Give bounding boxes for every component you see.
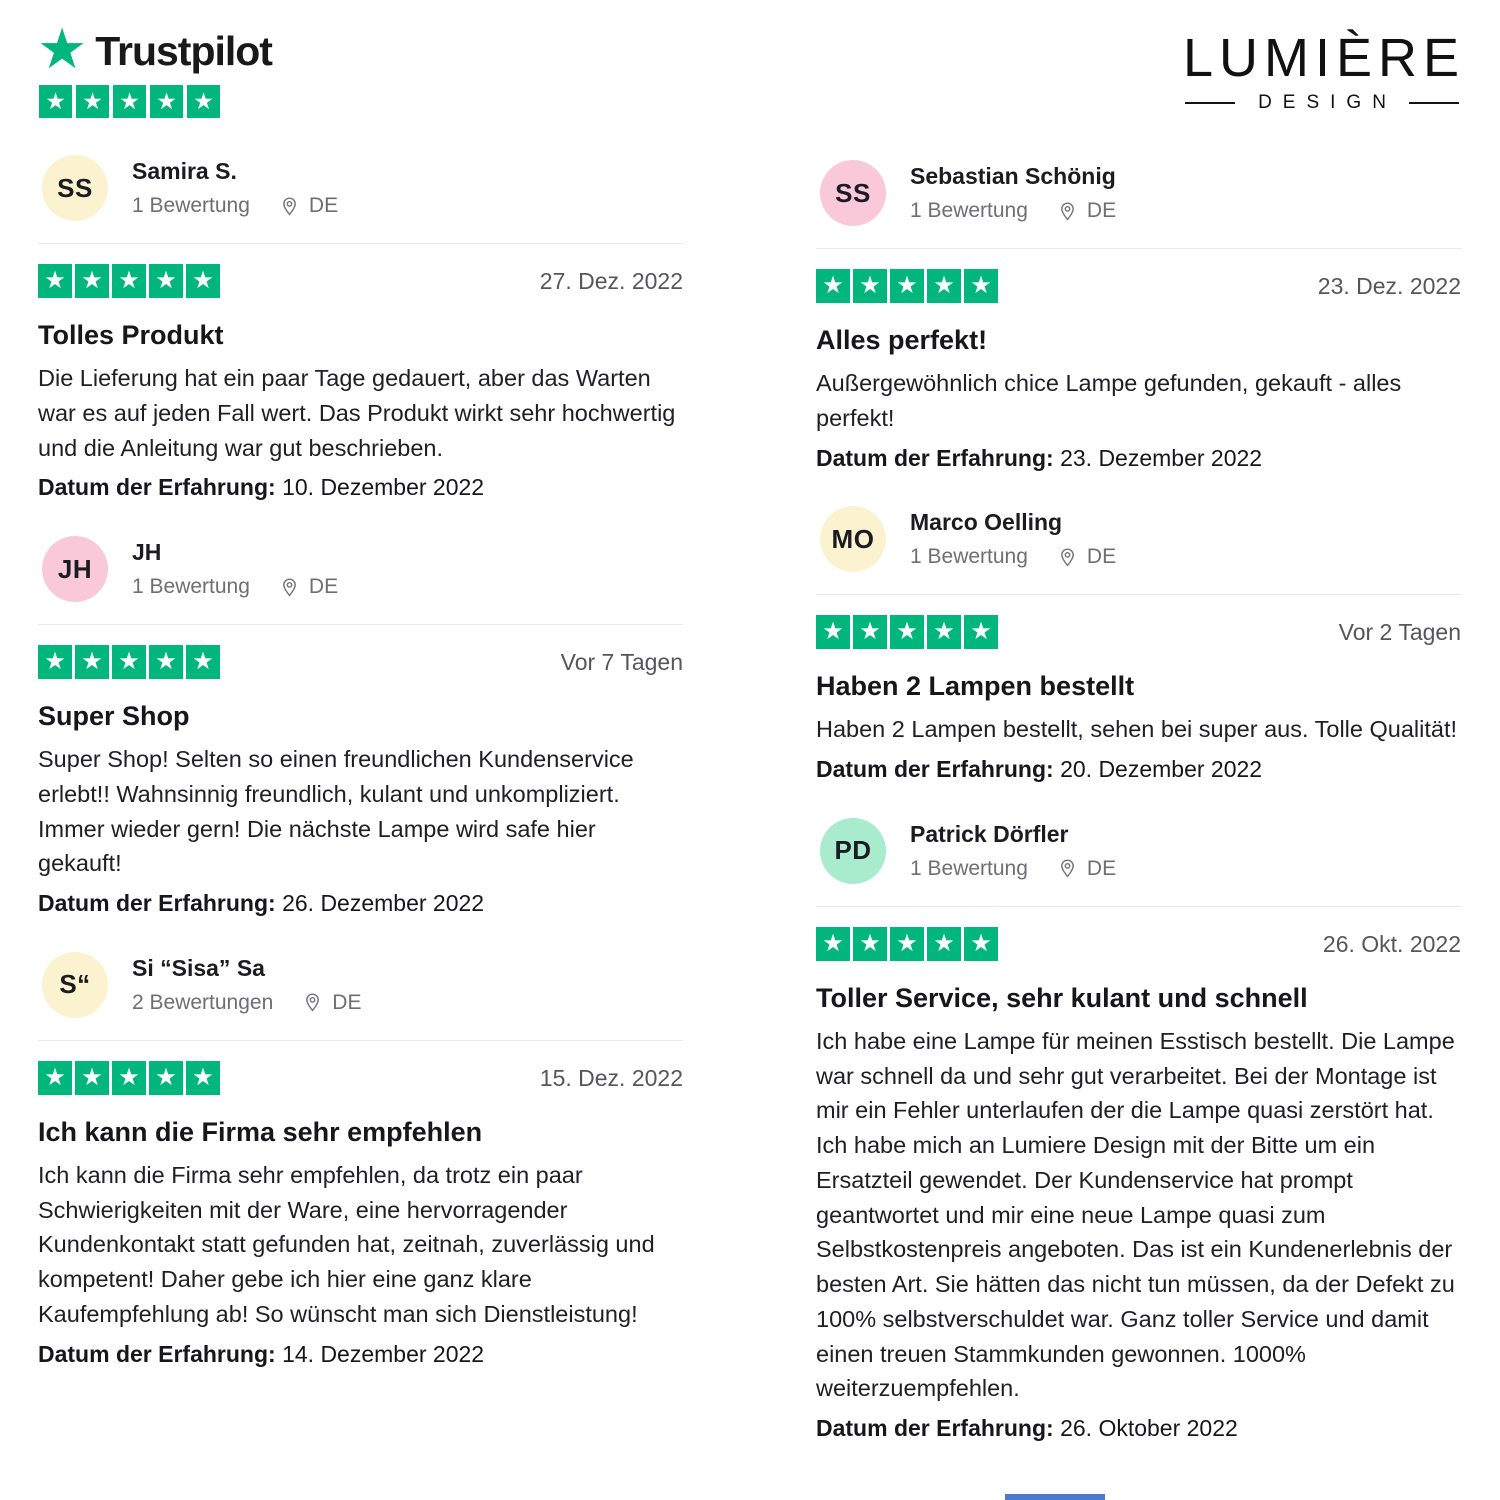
divider bbox=[38, 1040, 683, 1041]
reviewer-header bbox=[38, 155, 683, 221]
avatar bbox=[820, 160, 886, 226]
star-icon: ★ bbox=[38, 645, 72, 679]
experience-date-row bbox=[38, 473, 683, 502]
location-pin-icon bbox=[1057, 547, 1078, 568]
star-rating bbox=[38, 1061, 220, 1095]
review-count: 1 Bewertung bbox=[132, 194, 250, 217]
reviewer-name: Sebastian Schönig bbox=[910, 163, 1116, 189]
avatar-initials: SS bbox=[835, 177, 871, 208]
experience-date-value: 10. Dezember 2022 bbox=[282, 474, 485, 501]
review-date: 23. Dez. 2022 bbox=[1317, 273, 1461, 299]
review-body: Die Lieferung hat ein paar Tage gedauert, aber das Warten war es auf jeden Fall wert. Das Produkt wirkt sehr hochwertig und die Anleitung war gut beschrieben. bbox=[38, 365, 676, 461]
review-date: 15. Dez. 2022 bbox=[539, 1064, 683, 1091]
star-icon: ★ bbox=[75, 1061, 109, 1095]
experience-date-row bbox=[816, 1414, 1461, 1443]
avatar bbox=[820, 506, 886, 572]
review-title: Tolles Produkt bbox=[38, 320, 224, 350]
star-icon: ★ bbox=[816, 269, 850, 303]
avatar-initials: SS bbox=[57, 172, 93, 203]
divider bbox=[38, 624, 683, 625]
star-icon: ★ bbox=[112, 264, 146, 298]
divider bbox=[816, 906, 1461, 907]
experience-date-value: 26. Dezember 2022 bbox=[282, 890, 485, 917]
star-rating bbox=[816, 615, 998, 649]
trustpilot-star-rating bbox=[39, 85, 272, 118]
reviewer-country: DE bbox=[1086, 199, 1117, 222]
divider bbox=[816, 594, 1461, 595]
location-pin-icon bbox=[1057, 858, 1078, 879]
review-card bbox=[816, 160, 1461, 472]
star-icon: ★ bbox=[890, 615, 924, 649]
avatar-initials: S“ bbox=[59, 969, 91, 1000]
experience-date-value: 26. Oktober 2022 bbox=[1060, 1415, 1238, 1442]
review-count: 1 Bewertung bbox=[132, 575, 250, 599]
experience-date-value: 14. Dezember 2022 bbox=[282, 1340, 485, 1367]
brand-subtitle: DESIGN bbox=[1258, 91, 1397, 113]
reviewer-meta bbox=[132, 194, 338, 218]
avatar bbox=[42, 536, 108, 602]
reviews-column-left bbox=[38, 155, 683, 1402]
star-icon: ★ bbox=[853, 927, 887, 961]
brand-rule-left bbox=[1185, 102, 1235, 104]
experience-date-row bbox=[38, 889, 683, 918]
reviewer-header bbox=[816, 506, 1461, 572]
review-title: Haben 2 Lampen bestellt bbox=[816, 671, 1135, 702]
avatar-initials: PD bbox=[834, 835, 872, 866]
star-icon: ★ bbox=[76, 85, 109, 118]
review-title: Super Shop bbox=[38, 701, 190, 732]
reviewer-meta bbox=[910, 545, 1116, 569]
experience-date-value: 20. Dezember 2022 bbox=[1060, 756, 1263, 783]
star-icon: ★ bbox=[964, 615, 998, 649]
reviewer-header bbox=[816, 160, 1461, 226]
review-date: Vor 7 Tagen bbox=[560, 649, 683, 676]
experience-date-label: Datum der Erfahrung: bbox=[38, 890, 276, 917]
experience-date-label: Datum der Erfahrung: bbox=[38, 1340, 276, 1367]
star-icon: ★ bbox=[38, 264, 72, 298]
reviewer-meta bbox=[132, 991, 361, 1015]
star-icon: ★ bbox=[890, 927, 924, 961]
avatar bbox=[42, 155, 108, 221]
brand-name: LUMIÈRE bbox=[1183, 28, 1466, 88]
reviewer-meta bbox=[910, 857, 1116, 881]
experience-date-value: 23. Dezember 2022 bbox=[1060, 444, 1263, 471]
review-body: Ich kann die Firma sehr empfehlen, da trotz ein paar Schwierigkeiten mit der Ware, eine hervorragender Kundenkontakt statt gefunden hat, zeitnah, zuverlässig und kompetent! Daher gebe ich hier eine ganz klare Kaufempfehlung ab! So wünscht man sich Dienstleistung! bbox=[38, 1161, 655, 1327]
review-body: Ich habe eine Lampe für meinen Esstisch bestellt. Die Lampe war schnell da und sehr gut verarbeitet. Bei der Montage ist mir ein Fehler unterlaufen der die Lampe quasi zerstört hat. Ich habe mich an Lumiere Design mit der Bitte um ein Ersatzteil gewendet. Der Kundenservice hat prompt geantwortet und mir eine neue Lampe quasi zum Selbstkostenpreis angeboten. Das ist ein Kundenerlebnis der besten Art. Sie hätten das nicht tun müssen, da der Defekt zu 100% selbstverschuldet war. Ganz toller Service und damit einen treuen Stammkunden gewonnen. 1000% weiterzuempfehlen. bbox=[816, 1027, 1455, 1402]
reviewer-name: Samira S. bbox=[132, 158, 237, 184]
reviewer-meta bbox=[132, 575, 338, 599]
review-card bbox=[38, 536, 683, 918]
star-icon: ★ bbox=[187, 85, 220, 118]
brand-rule-right bbox=[1409, 102, 1459, 104]
location-pin-icon bbox=[279, 577, 300, 598]
reviewer-country: DE bbox=[1086, 545, 1117, 569]
star-rating bbox=[816, 269, 998, 303]
reviewer-header bbox=[816, 818, 1461, 884]
lumiere-design-logo bbox=[1183, 28, 1466, 114]
star-icon: ★ bbox=[816, 615, 850, 649]
experience-date-label: Datum der Erfahrung: bbox=[816, 756, 1054, 783]
review-body: Haben 2 Lampen bestellt, sehen bei super aus. Tolle Qualität! bbox=[816, 716, 1458, 743]
star-icon: ★ bbox=[186, 1061, 220, 1095]
reviewer-header bbox=[38, 952, 683, 1018]
review-card bbox=[38, 155, 683, 502]
star-icon: ★ bbox=[890, 269, 924, 303]
review-card bbox=[38, 952, 683, 1369]
review-count: 1 Bewertung bbox=[910, 199, 1028, 222]
review-card bbox=[816, 818, 1461, 1443]
star-rating bbox=[38, 264, 220, 298]
star-icon: ★ bbox=[149, 645, 183, 679]
review-date: 26. Okt. 2022 bbox=[1322, 930, 1461, 957]
star-icon: ★ bbox=[186, 645, 220, 679]
reviewer-country: DE bbox=[308, 575, 339, 599]
star-icon: ★ bbox=[112, 1061, 146, 1095]
reviewer-name: JH bbox=[132, 539, 162, 566]
avatar bbox=[820, 818, 886, 884]
reviewer-name: Marco Oelling bbox=[910, 509, 1063, 536]
star-icon: ★ bbox=[186, 264, 220, 298]
divider bbox=[38, 243, 683, 244]
star-icon: ★ bbox=[853, 615, 887, 649]
review-date: Vor 2 Tagen bbox=[1338, 619, 1461, 646]
trustpilot-logo bbox=[37, 17, 272, 118]
reviewer-meta bbox=[910, 199, 1116, 223]
trustpilot-star-icon: ★ bbox=[37, 17, 88, 80]
reviewer-country: DE bbox=[1086, 856, 1117, 880]
star-icon: ★ bbox=[816, 927, 850, 961]
star-icon: ★ bbox=[149, 264, 183, 298]
experience-date-label: Datum der Erfahrung: bbox=[816, 444, 1054, 471]
experience-date-row bbox=[816, 755, 1461, 784]
cutoff-image-artifact bbox=[1005, 1494, 1105, 1500]
review-title: Ich kann die Firma sehr empfehlen bbox=[38, 1116, 483, 1147]
avatar bbox=[42, 952, 108, 1018]
reviews-column-right bbox=[816, 160, 1461, 1477]
divider bbox=[816, 248, 1461, 249]
review-body: Super Shop! Selten so einen freundlichen Kundenservice erlebt!! Wahnsinnig freundlich, kulant und unkompliziert. Immer wieder gern! Die nächste Lampe wird safe hier gekauft! bbox=[38, 746, 634, 877]
star-icon: ★ bbox=[113, 85, 146, 118]
star-rating bbox=[38, 645, 220, 679]
star-icon: ★ bbox=[112, 645, 146, 679]
reviewer-name: Si “Sisa” Sa bbox=[132, 954, 265, 981]
star-rating bbox=[816, 927, 998, 961]
avatar-initials: JH bbox=[57, 553, 93, 584]
experience-date-label: Datum der Erfahrung: bbox=[816, 1415, 1054, 1442]
star-icon: ★ bbox=[149, 1061, 183, 1095]
star-icon: ★ bbox=[964, 269, 998, 303]
reviewer-header bbox=[38, 536, 683, 602]
review-date: 27. Dez. 2022 bbox=[539, 268, 683, 294]
location-pin-icon bbox=[1057, 201, 1078, 222]
experience-date-row bbox=[38, 1340, 683, 1369]
star-icon: ★ bbox=[927, 269, 961, 303]
location-pin-icon bbox=[302, 992, 323, 1013]
star-icon: ★ bbox=[150, 85, 183, 118]
star-icon: ★ bbox=[927, 615, 961, 649]
star-icon: ★ bbox=[38, 1061, 72, 1095]
star-icon: ★ bbox=[75, 264, 109, 298]
trustpilot-wordmark: Trustpilot bbox=[95, 27, 272, 74]
review-card bbox=[816, 506, 1461, 784]
star-icon: ★ bbox=[927, 927, 961, 961]
review-title: Alles perfekt! bbox=[816, 325, 988, 355]
star-icon: ★ bbox=[75, 645, 109, 679]
review-count: 1 Bewertung bbox=[910, 545, 1028, 569]
location-pin-icon bbox=[279, 196, 300, 217]
review-count: 2 Bewertungen bbox=[132, 990, 274, 1014]
experience-date-row bbox=[816, 444, 1461, 473]
avatar-initials: MO bbox=[831, 523, 875, 554]
experience-date-label: Datum der Erfahrung: bbox=[38, 474, 276, 501]
review-count: 1 Bewertung bbox=[910, 856, 1028, 880]
star-icon: ★ bbox=[964, 927, 998, 961]
review-body: Außergewöhnlich chice Lampe gefunden, gekauft - alles perfekt! bbox=[816, 370, 1402, 431]
reviewer-name: Patrick Dörfler bbox=[910, 820, 1069, 847]
reviewer-country: DE bbox=[308, 194, 339, 217]
star-icon: ★ bbox=[853, 269, 887, 303]
reviewer-country: DE bbox=[332, 990, 362, 1014]
star-icon: ★ bbox=[39, 85, 72, 118]
review-title: Toller Service, sehr kulant und schnell bbox=[816, 982, 1308, 1013]
